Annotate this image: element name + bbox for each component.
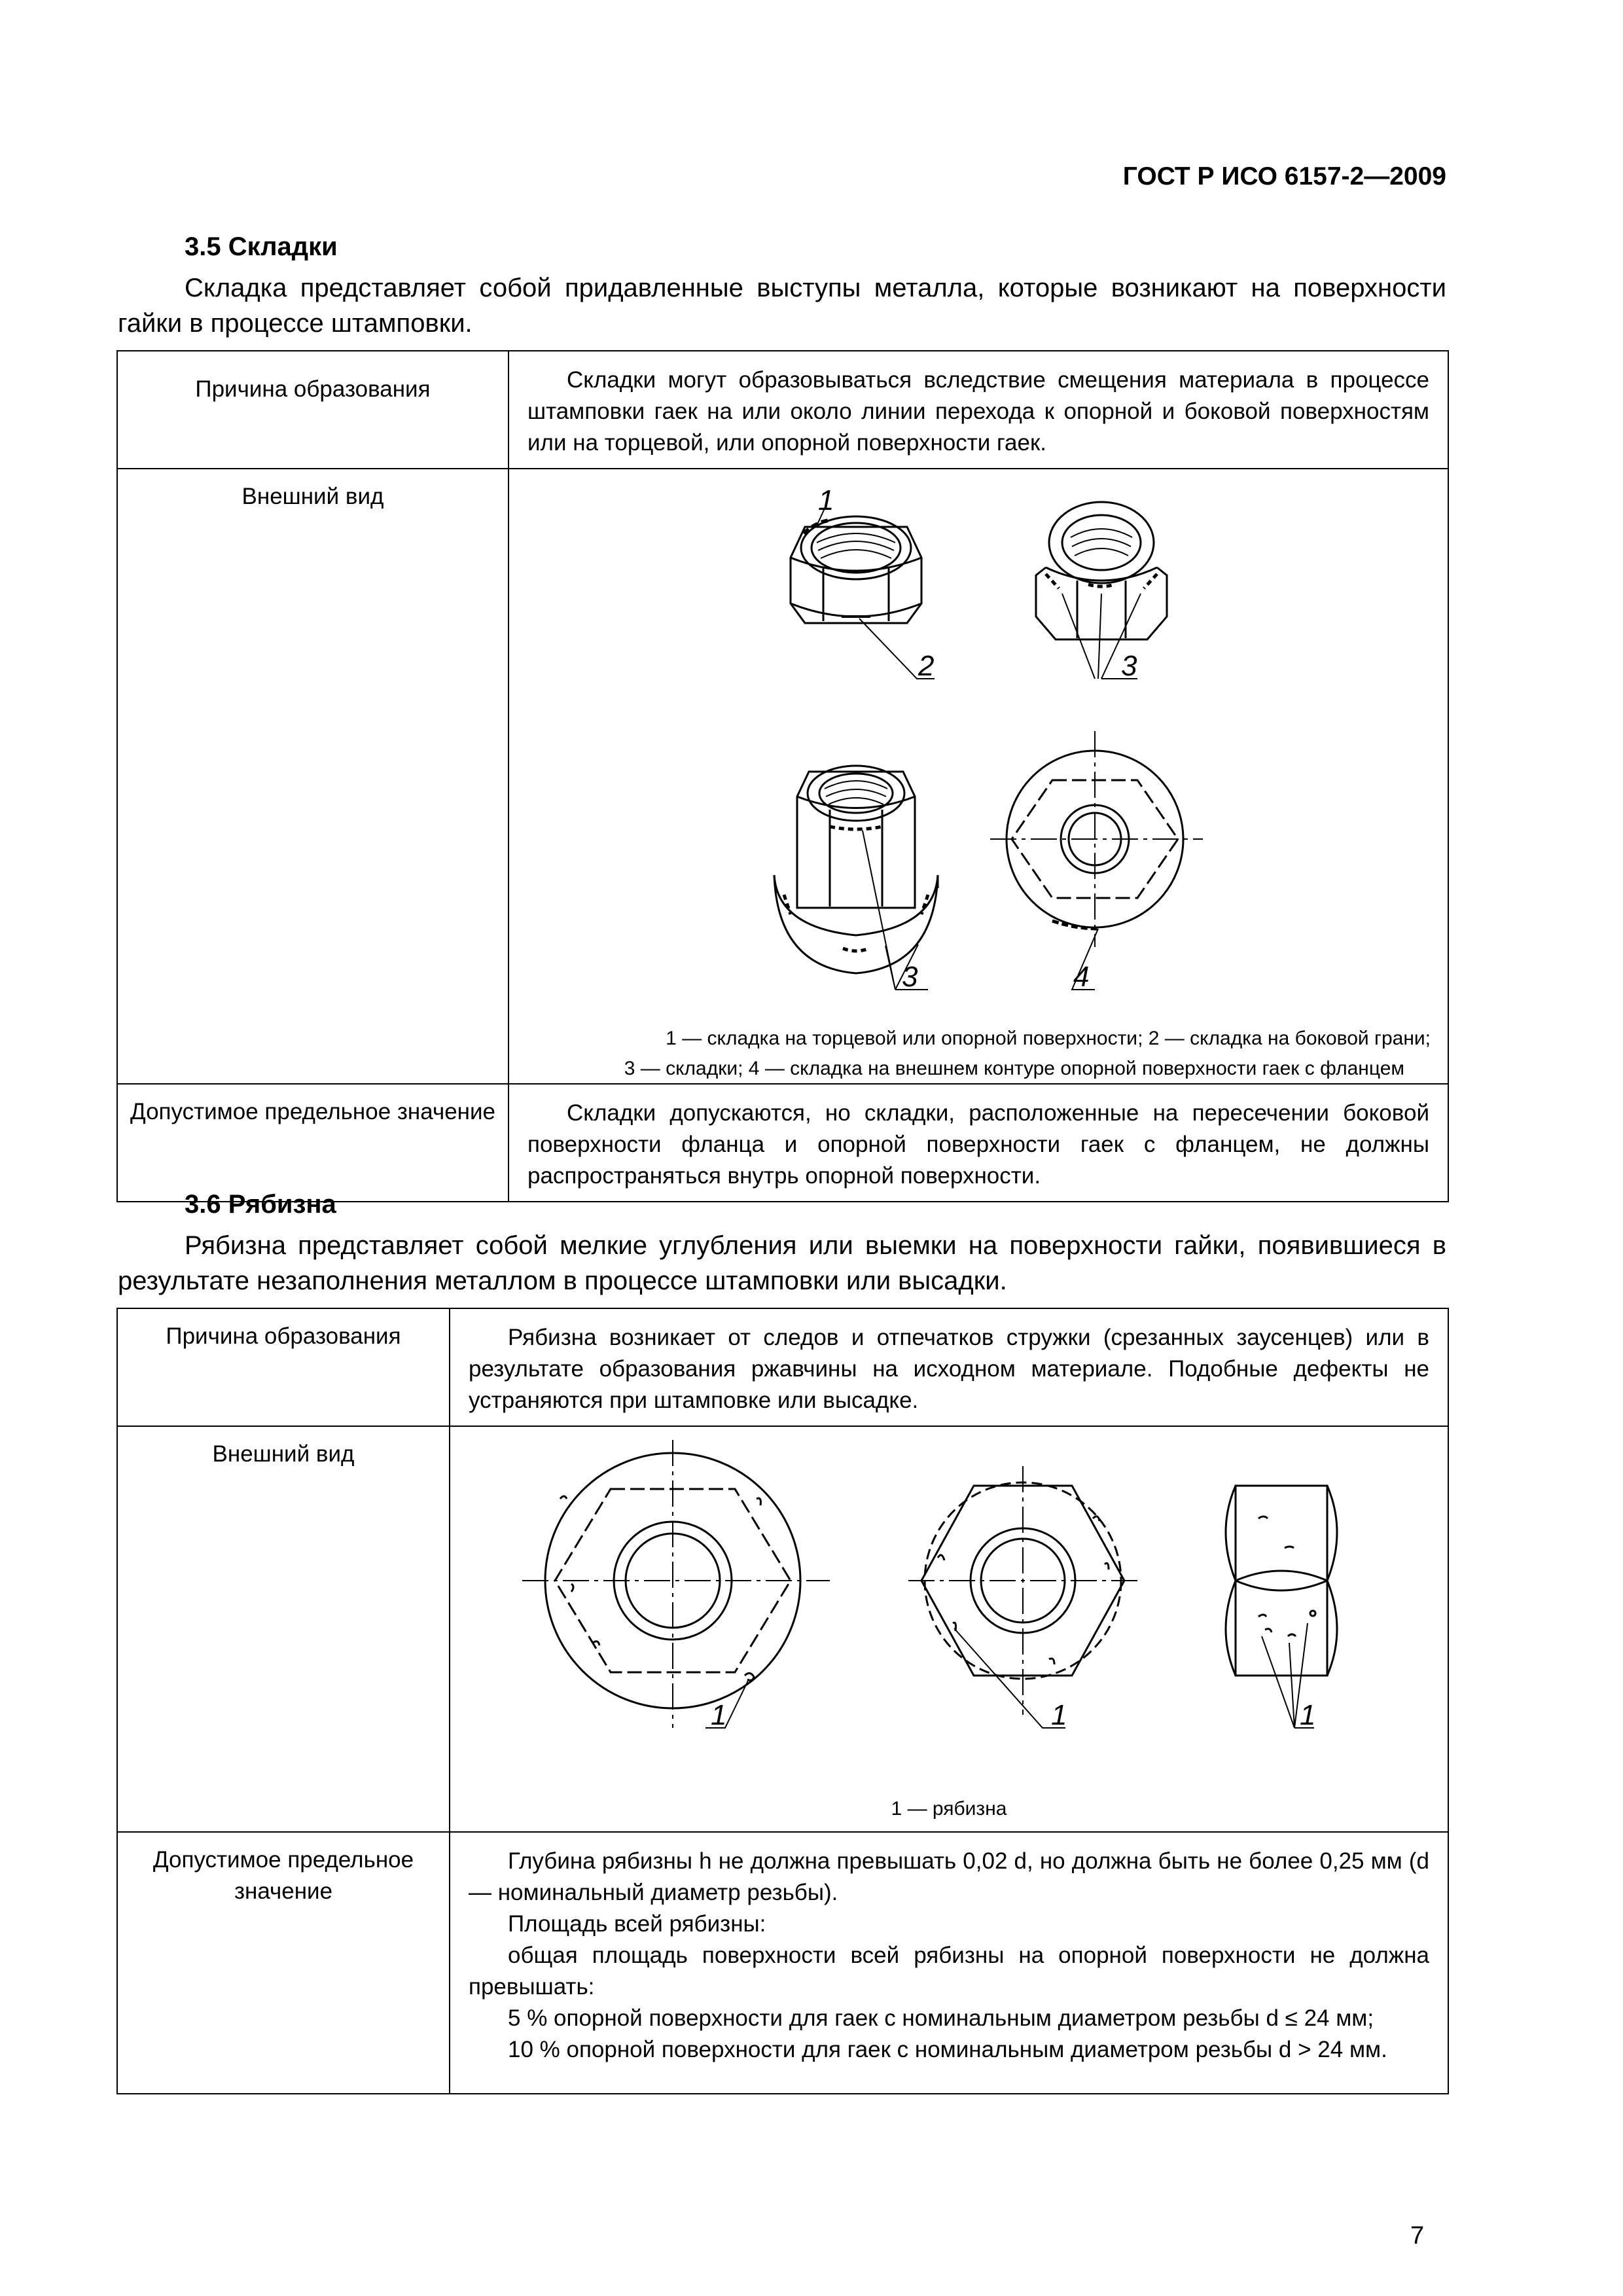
t35-cause-label: Причина образования <box>117 351 508 469</box>
page-number: 7 <box>1410 2222 1425 2250</box>
t36-limit-label: Допустимое предельное значение <box>117 1832 450 2094</box>
fold-number-2: 2 <box>918 650 935 682</box>
t36-limit-line-4: 5 % опорной поверхности для гаек с номинальным диаметром резьбы d ≤ 24 мм; <box>508 2005 1374 2031</box>
hex-nut-drawing <box>791 509 935 679</box>
fold-number-1: 1 <box>818 484 834 516</box>
t36-cause-label: Причина образования <box>117 1308 450 1426</box>
folds-figure <box>509 469 1448 1083</box>
table-3-6 <box>116 1308 1449 2094</box>
t35-view-label: Внешний вид <box>117 469 508 1084</box>
fig-3-6-caption: 1 — рябизна <box>891 1798 1007 1820</box>
t36-figure-cell <box>450 1426 1448 1832</box>
pitting-drawing <box>450 1427 1448 1793</box>
t36-limit-text <box>450 1832 1448 2094</box>
fold-number-3a: 3 <box>1121 650 1137 682</box>
pitting-number-1a: 1 <box>711 1699 727 1731</box>
fold-number-3b: 3 <box>902 961 918 993</box>
fig-3-5-caption-line1: 1 — складка на торцевой или опорной поверхности; 2 — складка на боковой грани; <box>666 1028 1431 1049</box>
pitting-figure <box>450 1427 1448 1825</box>
table-3-5 <box>116 350 1449 1202</box>
nut-side-pitting-view <box>1226 1486 1337 1728</box>
t36-limit-line-3: общая площадь поверхности всей рябизны на опорной поверхности не должна превышать: <box>469 1943 1429 2000</box>
section-3-5-title: 3.5 Складки <box>185 232 338 261</box>
flange-nut-top-view <box>990 731 1203 990</box>
t35-limit-label: Допустимое предельное значение <box>117 1084 508 1202</box>
folds-drawing <box>509 469 1448 1019</box>
t35-cause-text: Складки могут образовываться вследствие смещения материала в процессе штамповки гаек на или около линии перехода к опорной и боковой поверхностям или на торцевой, или опорной поверхности гаек. <box>508 351 1448 469</box>
flange-nut-drawing <box>774 766 938 990</box>
t35-limit-text: Складки допускаются, но складки, расположенные на пересечении боковой поверхности фланца и опорной поверхности гаек с фланцем, не должны распространяться внутрь опорной поверхности. <box>508 1084 1448 1202</box>
fold-number-4: 4 <box>1073 961 1090 993</box>
document-header: ГОСТ Р ИСО 6157-2—2009 <box>1122 162 1446 190</box>
t35-figure-cell <box>508 469 1448 1084</box>
section-3-6-intro: Рябизна представляет собой мелкие углубления или выемки на поверхности гайки, появившиеся в результате незаполнения металлом в процессе штамповки или высадки. <box>118 1231 1446 1295</box>
section-3-5-intro: Складка представляет собой придавленные выступы металла, которые возникают на поверхности гайки в процессе штамповки. <box>118 274 1446 338</box>
pitting-number-1b: 1 <box>1051 1699 1067 1731</box>
t36-limit-line-5: 10 % опорной поверхности для гаек с номинальным диаметром резьбы d > 24 мм. <box>508 2037 1387 2062</box>
t36-limit-line-2: Площадь всей рябизны: <box>508 1911 766 1937</box>
chamfered-nut-drawing <box>1036 502 1167 679</box>
hex-nut-pitting-view <box>908 1466 1137 1728</box>
fig-3-5-caption-line2: 3 — складки; 4 — складка на внешнем контуре опорной поверхности гаек с фланцем <box>624 1058 1404 1079</box>
t36-cause-text: Рябизна возникает от следов и отпечатков стружки (срезанных заусенцев) или в результате образования ржавчины на исходном материале. Подобные дефекты не устраняются при штамповке или высадке. <box>450 1308 1448 1426</box>
flange-nut-pitting-view <box>522 1440 830 1728</box>
pitting-number-1c: 1 <box>1300 1699 1316 1731</box>
t36-view-label: Внешний вид <box>117 1426 450 1832</box>
t36-limit-line-1: Глубина рябизны h не должна превышать 0,02 d, но должна быть не более 0,25 мм (d — номинальный диаметр резьбы). <box>469 1848 1429 1905</box>
section-3-6-title: 3.6 Рябизна <box>185 1190 336 1219</box>
